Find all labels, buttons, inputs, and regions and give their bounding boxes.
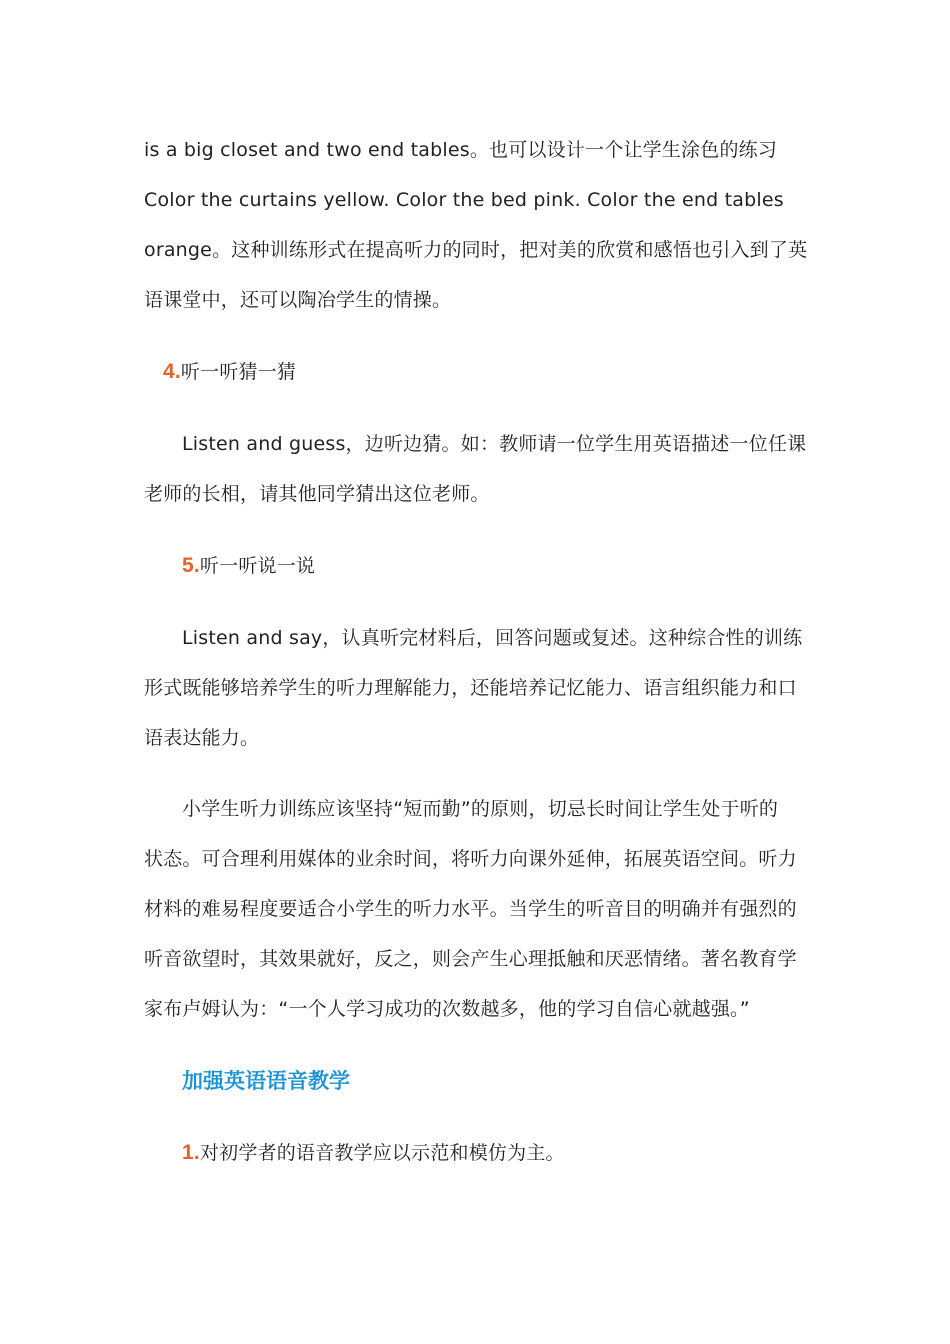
paragraph-line: 语表达能力。 xyxy=(144,727,260,749)
paragraph-line: is a big closet and two end tables。也可以设计一个让学生涂色的练习 xyxy=(144,139,778,161)
paragraph-line: 材料的难易程度要适合小学生的听力水平。当学生的听音目的明确并有强烈的 xyxy=(144,898,797,920)
paragraph-line: 语课堂中，还可以陶冶学生的情操。 xyxy=(144,289,452,311)
list-item-title: 听一听猜一猜 xyxy=(180,361,297,383)
paragraph-line: Listen and guess，边听边猜。如：教师请一位学生用英语描述一位任课 xyxy=(182,433,807,455)
list-item-heading xyxy=(182,553,315,579)
paragraph-line: Listen and say，认真听完材料后，回答问题或复述。这种综合性的训练 xyxy=(182,627,803,649)
list-item-number: 5. xyxy=(182,554,200,577)
paragraph-line: 家布卢姆认为：“一个人学习成功的次数越多，他的学习自信心就越强。” xyxy=(144,998,750,1020)
paragraph-line: 老师的长相，请其他同学猜出这位老师。 xyxy=(144,483,490,505)
list-item-title: 对初学者的语音教学应以示范和模仿为主。 xyxy=(199,1142,565,1164)
paragraph-line: 小学生听力训练应该坚持“短而勤”的原则，切忌长时间让学生处于听的 xyxy=(182,798,779,820)
list-item-heading xyxy=(163,359,296,385)
paragraph-line: 听音欲望时，其效果就好，反之，则会产生心理抵触和厌恶情绪。著名教育学 xyxy=(144,948,797,970)
paragraph-line: Color the curtains yellow. Color the bed pink. Color the end tables xyxy=(144,189,784,211)
list-item-number: 1. xyxy=(182,1141,200,1164)
paragraph-line: orange。这种训练形式在提高听力的同时，把对美的欣赏和感悟也引入到了英 xyxy=(144,239,808,261)
section-heading: 加强英语语音教学 xyxy=(182,1069,350,1093)
paragraph-line: 形式既能够培养学生的听力理解能力，还能培养记忆能力、语言组织能力和口 xyxy=(144,677,797,699)
list-item-number: 4. xyxy=(163,360,181,383)
paragraph-line: 状态。可合理利用媒体的业余时间，将听力向课外延伸，拓展英语空间。听力 xyxy=(144,848,797,870)
list-item-heading xyxy=(182,1140,565,1166)
list-item-title: 听一听说一说 xyxy=(199,555,316,577)
